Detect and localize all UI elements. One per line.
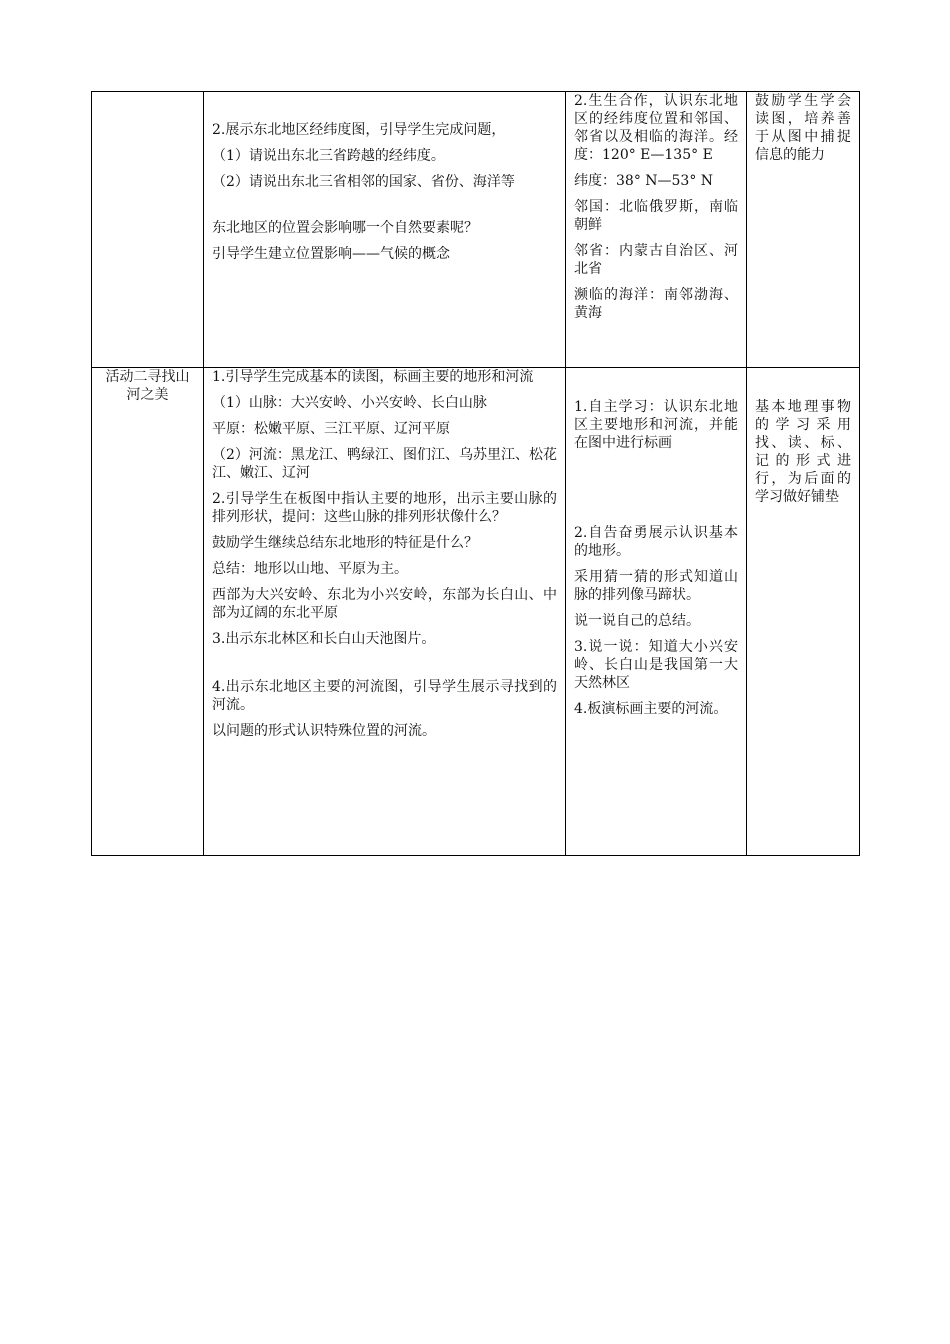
teacher-text: 总结：地形以山地、平原为主。 xyxy=(212,561,408,577)
teacher-text: 西部为大兴安岭、东北为小兴安岭，东部为长白山、中部为辽阔的东北平原 xyxy=(212,587,557,621)
teacher-activity-cell xyxy=(204,92,566,368)
table-row xyxy=(92,92,860,368)
teacher-text: 以问题的形式认识特殊位置的河流。 xyxy=(212,723,436,739)
student-text: 邻省：内蒙古自治区、河北省 xyxy=(574,243,738,277)
teacher-text: 2.展示东北地区经纬度图，引导学生完成问题， xyxy=(212,122,506,138)
teacher-text: 东北地区的位置会影响哪一个自然要素呢？ xyxy=(212,220,478,236)
teacher-text: （1）山脉：大兴安岭、小兴安岭、长白山脉 xyxy=(212,395,487,411)
teacher-text: 2.引导学生在板图中指认主要的地形，出示主要山脉的排列形状，提问：这些山脉的排列形状像什么？ xyxy=(212,491,557,525)
teacher-text: 3.出示东北林区和长白山天池图片。 xyxy=(212,631,436,647)
teacher-text: 鼓励学生继续总结东北地形的特征是什么？ xyxy=(212,535,478,551)
design-intent-text: 鼓励学生学会读图，培养善于从图中捕捉信息的能力 xyxy=(755,93,851,163)
student-text: 纬度：38° N—53° N xyxy=(574,173,714,189)
student-text: 4.板演标画主要的河流。 xyxy=(574,701,728,717)
design-intent-cell xyxy=(747,368,860,856)
design-intent-cell xyxy=(747,92,860,368)
teacher-text: （2）河流：黑龙江、鸭绿江、图们江、乌苏里江、松花江、嫩江、辽河 xyxy=(212,447,557,481)
teacher-text: 1.引导学生完成基本的读图，标画主要的地形和河流 xyxy=(212,369,534,385)
lesson-plan-table xyxy=(91,91,860,856)
design-intent-text: 基本地理事物的学习采用找、读、标、记的形式进行，为后面的学习做好铺垫 xyxy=(755,399,851,505)
student-text: 1.自主学习：认识东北地区主要地形和河流，并能在图中进行标画 xyxy=(574,399,738,451)
student-text: 3.说一说：知道大小兴安岭、长白山是我国第一大天然林区 xyxy=(574,639,738,691)
student-text: 2.自告奋勇展示认识基本的地形。 xyxy=(574,525,738,559)
student-text: 2.生生合作，认识东北地区的经纬度位置和邻国、邻省以及相临的海洋。经度：120° E—135° E xyxy=(574,93,738,163)
student-text: 采用猜一猜的形式知道山脉的排列像马蹄状。 xyxy=(574,569,738,603)
teacher-activity-cell xyxy=(204,368,566,856)
activity-cell xyxy=(92,368,204,856)
activity-label: 活动二寻找山河之美 xyxy=(105,369,190,403)
teacher-text: 引导学生建立位置影响——气候的概念 xyxy=(212,246,450,262)
student-text: 说一说自己的总结。 xyxy=(574,613,700,629)
student-activity-cell xyxy=(566,92,747,368)
student-text: 濒临的海洋：南邻渤海、黄海 xyxy=(574,287,738,321)
activity-cell xyxy=(92,92,204,368)
table-row xyxy=(92,368,860,856)
teacher-text: 4.出示东北地区主要的河流图，引导学生展示寻找到的河流。 xyxy=(212,679,557,713)
student-text: 邻国：北临俄罗斯，南临朝鲜 xyxy=(574,199,738,233)
teacher-text: （1）请说出东北三省跨越的经纬度。 xyxy=(212,148,445,164)
teacher-text: 平原：松嫩平原、三江平原、辽河平原 xyxy=(212,421,450,437)
student-activity-cell xyxy=(566,368,747,856)
teacher-text: （2）请说出东北三省相邻的国家、省份、海洋等 xyxy=(212,174,515,190)
